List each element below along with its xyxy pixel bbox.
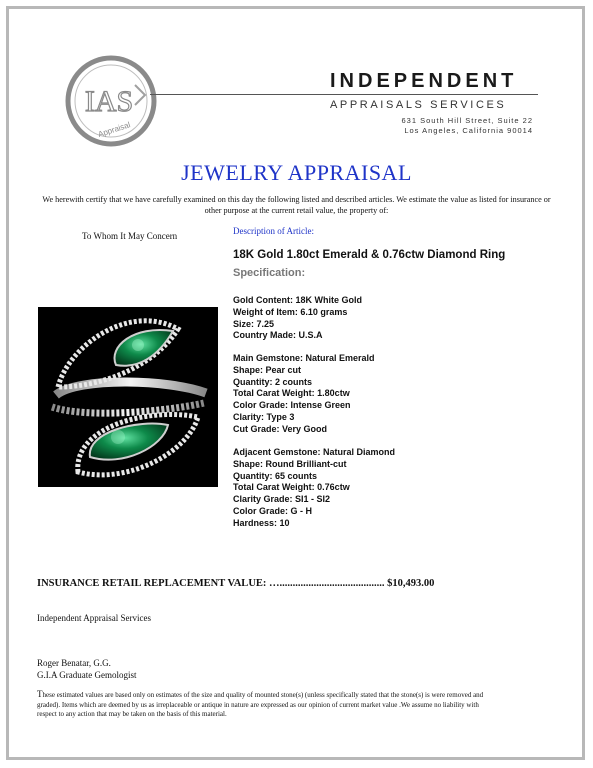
address-line-1: 631 South Hill Street, Suite 22 <box>401 116 533 125</box>
specification-label: Specification: <box>233 267 306 279</box>
signer-title: G.I.A Graduate Gemologist <box>37 670 137 680</box>
value-label: INSURANCE RETAIL REPLACEMENT VALUE: <box>37 578 267 589</box>
spec-line: Gold Content: 18K White Gold <box>233 295 362 305</box>
spec-line: Weight of Item: 6.10 grams <box>233 306 348 317</box>
signer-name: Roger Benatar, G.G. <box>37 658 111 668</box>
certification-text: We herewith certify that we have carefully examined on this day the following listed and described articles. We estimate the value as listed for insurance or other purpose at the current retail value, the property of: <box>42 195 551 215</box>
spec-line: Hardness: 10 <box>233 517 290 528</box>
spec-line: Size: 7.25 <box>233 318 275 329</box>
spec-line: Quantity: 65 counts <box>233 470 318 481</box>
disclaimer <box>37 690 497 720</box>
spec-line: Main Gemstone: Natural Emerald <box>233 353 375 363</box>
disclaimer-initial: T <box>37 689 43 699</box>
spec-line: Quantity: 2 counts <box>233 376 313 387</box>
header-divider <box>150 94 538 95</box>
description-label: Description of Article: <box>233 226 314 236</box>
spec-line: Country Made: U.S.A <box>233 330 323 341</box>
spec-line: Clarity: Type 3 <box>233 411 295 422</box>
insurance-value-line <box>37 578 487 589</box>
logo-text: IAS <box>84 85 134 118</box>
company-name: INDEPENDENT <box>330 70 518 92</box>
value-amount: $10,493.00 <box>387 578 435 589</box>
spec-metal-block <box>233 295 362 342</box>
company-subtitle: APPRAISALS SERVICES <box>330 99 507 111</box>
document-title: JEWELRY APPRAISAL <box>181 160 412 185</box>
address-line-2: Los Angeles, California 90014 <box>404 126 533 135</box>
ias-logo <box>65 55 157 147</box>
spec-line: Clarity Grade: SI1 - SI2 <box>233 494 331 505</box>
ring-photo <box>38 307 218 487</box>
spec-line: Shape: Round Brilliant-cut <box>233 458 347 469</box>
spec-line: Shape: Pear cut <box>233 364 302 375</box>
spec-line: Color Grade: G - H <box>233 505 313 516</box>
spec-main-gem-block <box>233 353 375 436</box>
item-title: 18K Gold 1.80ct Emerald & 0.76ctw Diamond Ring <box>233 249 506 261</box>
spec-line: Adjacent Gemstone: Natural Diamond <box>233 447 396 457</box>
spec-adjacent-gem-block <box>233 447 395 530</box>
spec-line: Total Carat Weight: 1.80ctw <box>233 388 350 399</box>
logo-sub-text: Appraisal <box>96 120 132 140</box>
footer-company: Independent Appraisal Services <box>37 613 151 623</box>
disclaimer-text: hese estimated values are based only on estimates of the size and quality of mounted stone(s) (unless specifically stated that the stone(s) is were removed and graded). Items which are deemed by us as irreplaceable or antique in nature are expressed as our opinion of current market value .We assume no liability with respect to any action that may be taken on the basis of this material. <box>37 691 484 718</box>
recipient: To Whom It May Concern <box>82 231 178 241</box>
spec-line: Color Grade: Intense Green <box>233 400 351 411</box>
value-dots: …........................................ <box>269 578 385 589</box>
spec-line: Total Carat Weight: 0.76ctw <box>233 482 350 493</box>
spec-line: Cut Grade: Very Good <box>233 423 328 434</box>
